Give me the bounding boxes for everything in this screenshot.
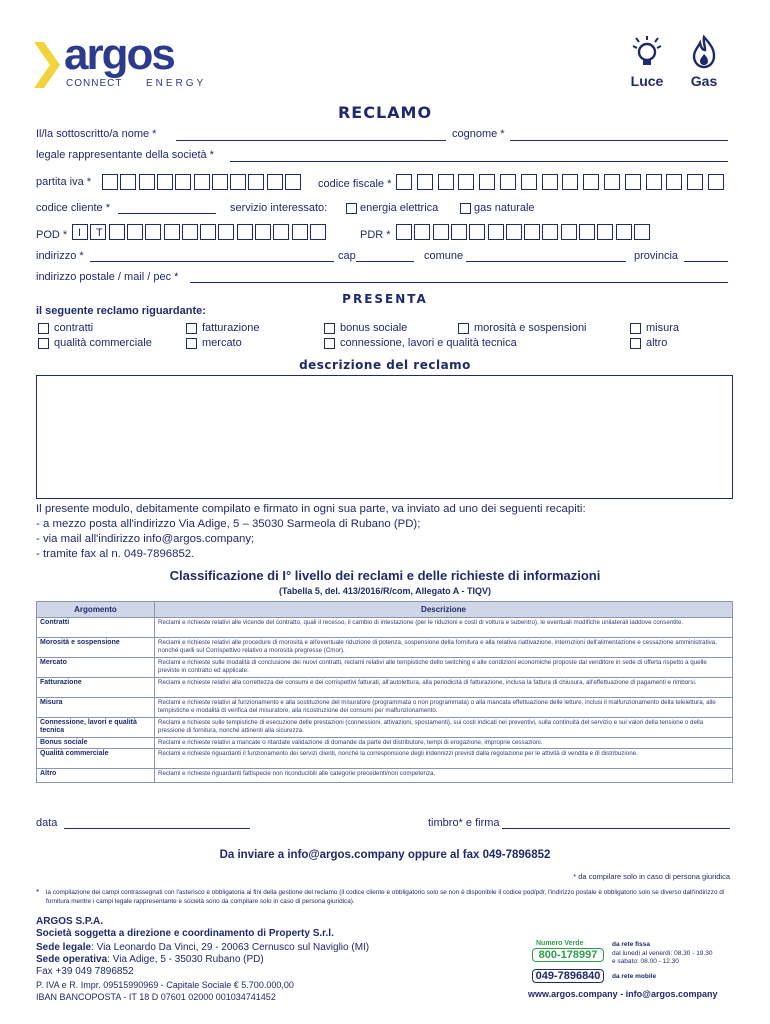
pod-t: T [96,227,103,239]
numero-verde-badge[interactable] [532,948,604,962]
sede-legale [36,942,369,953]
invio-banner: Da inviare a info@argos.company oppure al fax 049-7896852 [219,849,551,861]
char-box[interactable] [182,224,198,240]
morosita-label: morosità e sospensioni [474,322,587,334]
char-box[interactable] [310,224,326,240]
char-box[interactable] [237,224,253,240]
char-box[interactable] [212,174,228,190]
table-row [37,738,733,749]
energia-checkbox[interactable] [346,203,357,214]
char-box[interactable] [175,174,191,190]
char-box[interactable] [102,174,118,190]
sede-legale-value: : Via Leonardo Da Vinci, 29 - 20063 Cernusco sul Naviglio (MI) [91,942,370,953]
brand-logo [34,30,224,92]
contratti-label: contratti [54,322,94,334]
energia-label: energia elettrica [360,202,439,214]
char-box[interactable] [417,174,433,190]
char-box[interactable] [542,224,558,240]
sede-operativa-key: Sede operativa [36,954,108,965]
char-box[interactable] [562,174,578,190]
table-row [37,678,733,698]
mobile-badge[interactable] [532,969,604,983]
data-label: data [36,817,58,829]
table-row [37,698,733,718]
presenta-title: PRESENTA [342,292,428,306]
nome-label: Il/la sottoscritto/a nome * [36,128,157,140]
company-fax: Fax +39 049 7896852 [36,966,134,977]
rete-fissa-label: da rete fissa [612,941,650,948]
char-box[interactable] [218,224,234,240]
sede-operativa [36,954,264,965]
table-row [37,718,733,738]
row-argomento: Bonus sociale [37,738,155,749]
row-descrizione: Reclami e richieste relativi a mancate o ritardate validazione di domande da parte del distributore, tempi di erogazione, improprie cessazioni. [155,738,733,749]
table-row [37,658,733,678]
provincia-field[interactable] [684,261,728,262]
row-argomento: Altro [37,769,155,783]
misura-label: misura [646,322,680,334]
invio-posta: - a mezzo posta all'indirizzo Via Adige, 5 – 35030 Sarmeola di Rubano (PD); [36,518,421,530]
codice-fiscale-label: codice fiscale * [318,178,392,190]
campi-note: la compilazione dei campi contrassegnati con l'asterisco è obbligatoria ai fini della gestione del reclamo (il codice cliente è obbligatorio solo se non è disponibile il codice pod/pdr, l'indirizzo postale è obbligatorio solo se diverso dall'indirizzo di fornitura mentre i campi legale rappresentante e società sono da compilare solo in caso di persona giuridica). [46,889,725,905]
char-box[interactable] [285,174,301,190]
legale-rappresentante-field[interactable] [230,161,728,162]
codice-cliente-label: codice cliente * [36,202,110,214]
row-argomento: Fatturazione [37,678,155,698]
sede-operativa-value: : Via Adige, 5 - 35030 Rubano (PD) [107,954,264,965]
comune-label: comune [424,250,464,262]
char-box[interactable] [194,174,210,190]
char-box[interactable] [521,174,537,190]
char-box[interactable] [708,174,724,190]
mercato-checkbox[interactable] [186,338,197,349]
brand-name: argos [64,30,174,79]
misura-checkbox[interactable] [630,323,641,334]
char-box[interactable] [506,224,522,240]
campi-note-star: * [36,888,40,897]
provincia-label: provincia [634,250,679,262]
table-row [37,769,733,783]
char-box[interactable] [248,174,264,190]
char-box[interactable] [292,224,308,240]
indirizzo-label: indirizzo * [36,250,84,262]
partita-iva-label: partita iva * [36,176,92,188]
data-field[interactable] [64,828,250,829]
char-box[interactable] [597,224,613,240]
char-box[interactable] [273,224,289,240]
char-box[interactable] [616,224,632,240]
char-box[interactable] [451,224,467,240]
gas-badge [682,34,726,90]
char-box[interactable] [145,224,161,240]
char-box[interactable] [524,224,540,240]
char-box[interactable] [500,174,516,190]
table-row [37,749,733,769]
company-piva: P. IVA e R. Impr. 09515990969 - Capitale Sociale € 5.700.000,00 [36,980,294,990]
gas-label: Gas [690,73,718,89]
row-descrizione: Reclami e richieste relativi alle vicende del contratto, quali il recesso, il cambio di intestazione (per le riduzioni e costi di voltura e subentro), le eventuali modifiche unilaterali laddove consentite. [155,618,733,638]
char-box[interactable] [666,174,682,190]
header-descrizione: Descrizione [155,602,733,618]
orari-1: dal lunedì al venerdì: 08.30 - 19.30 [612,950,713,957]
char-box[interactable] [458,174,474,190]
connessione-label: connessione, lavori e qualità tecnica [340,337,517,349]
cognome-label: cognome * [452,128,505,140]
mercato-label: mercato [202,337,242,349]
invio-intro: Il presente modulo, debitamente compilato e firmato in ogni sua parte, va inviato ad uno dei seguenti recapiti: [36,503,586,515]
riguardante-label: il seguente reclamo riguardante: [36,305,206,317]
timbro-field[interactable] [502,828,730,829]
char-box[interactable] [109,224,125,240]
char-box[interactable] [687,174,703,190]
legale-rappresentante-label: legale rappresentante della società * [36,149,214,161]
row-argomento: Misura [37,698,155,718]
luce-label: Luce [630,73,664,89]
altro-label: altro [646,337,668,349]
nome-field[interactable] [176,140,446,141]
brand-connect: CONNECT [66,78,123,89]
pdr-label: PDR * [360,229,391,241]
chevron-logo-icon [34,42,60,88]
row-descrizione: Reclami e richieste sulle modalità di conclusione dei nuovi contratti, reclami relativi alle tempistiche dello switching e alle condizioni economiche proposte dal venditore in sede di offerta rispetto a quelle previste in contratto ed applicate. [155,658,733,678]
table-row [37,618,733,638]
lightbulb-icon [629,34,665,70]
row-argomento: Contratti [37,618,155,638]
cap-field[interactable] [356,261,414,262]
char-box[interactable] [127,224,143,240]
char-box[interactable] [583,174,599,190]
row-argomento: Mercato [37,658,155,678]
header-argomento: Argomento [37,602,155,618]
classificazione-table [36,601,733,783]
char-box[interactable] [139,174,155,190]
qualita-commerciale-label: qualità commerciale [54,337,152,349]
char-box[interactable] [433,224,449,240]
char-box[interactable] [200,224,216,240]
classificazione-title: Classificazione di I° livello dei reclami e delle richieste di informazioni [169,568,601,583]
company-direzione: Società soggetta a direzione e coordinamento di Property S.r.l. [36,928,334,939]
row-argomento: Connessione, lavori e qualità tecnica [37,718,155,738]
pod-label: POD * [36,229,68,241]
char-box[interactable] [267,174,283,190]
char-box[interactable] [469,224,485,240]
char-box[interactable] [157,174,173,190]
flame-icon [686,34,722,70]
char-box[interactable] [120,174,136,190]
char-box[interactable] [634,224,650,240]
char-box[interactable] [438,174,454,190]
char-box[interactable] [479,174,495,190]
char-box[interactable] [579,224,595,240]
char-box[interactable] [164,224,180,240]
numero-verde: 800-178997 [538,949,598,961]
rete-mobile-label: da rete mobile [612,973,657,980]
qualita-commerciale-checkbox[interactable] [38,338,49,349]
codice-cliente-field[interactable] [118,213,216,214]
bonus-sociale-label: bonus sociale [340,322,408,334]
char-box[interactable] [396,224,412,240]
row-argomento: Morosità e sospensione [37,638,155,658]
invio-mail: - via mail all'indirizzo info@argos.company; [36,533,255,545]
indirizzo-field[interactable] [90,261,334,262]
morosita-checkbox[interactable] [458,323,469,334]
web-contacts[interactable]: www.argos.company - info@argos.company [528,989,718,999]
char-box[interactable] [488,224,504,240]
form-title: RECLAMO [337,103,433,122]
row-argomento: Qualità commerciale [37,749,155,769]
table-row [37,638,733,658]
gas-label: gas naturale [474,202,535,214]
servizio-label: servizio interessato: [230,202,328,214]
char-box[interactable] [542,174,558,190]
classificazione-subtitle: (Tabella 5, del. 413/2016/R/com, Allegato A - TIQV) [279,586,491,596]
descrizione-textarea[interactable] [36,375,733,499]
fatturazione-checkbox[interactable] [186,323,197,334]
row-descrizione: Reclami e richieste riguardanti il funzionamento dei servizi clienti, nonché la corresponsione degli indennizzi previsti dalla regolazione per le attività di vendita e di distribuzione. [155,749,733,769]
persona-giuridica-note: * da compilare solo in caso di persona giuridica [573,872,730,881]
row-descrizione: Reclami e richieste riguardanti fattispecie non riconducibili alle categorie precedenti/non competenza. [155,769,733,783]
timbro-label: timbro* e firma [428,817,500,829]
indirizzo-postale-label: indirizzo postale / mail / pec * [36,271,179,283]
sede-legale-key: Sede legale [36,942,92,953]
table-header-row [37,602,733,618]
orari-2: e sabato: 08.00 - 12.30 [612,958,679,965]
invio-fax: - tramite fax al n. 049-7896852. [36,548,195,560]
comune-field[interactable] [466,261,626,262]
row-descrizione: Reclami e richieste relativi alla correttezza dei consumi e dei corrispettivi fatturati, all'autolettura, alla periodicità di fatturazione, inclusa la fattura di chiusura, all'effettuazione di pagamenti e rimborsi. [155,678,733,698]
char-box[interactable] [646,174,662,190]
numero-verde-label: Numero Verde [536,940,584,947]
bonus-sociale-checkbox[interactable] [324,323,335,334]
cognome-field[interactable] [510,140,728,141]
company-iban: IBAN BANCOPOSTA - IT 18 D 07601 02000 001034741452 [36,992,276,1002]
row-descrizione: Reclami e richieste sulle tempistiche di esecuzione delle prestazioni (connessioni, attivazioni, spostamenti), sui costi indicati nei preventivi, sulla continuità del servizio e sui valori della tensione o della pressione di fornitura, nonché attinenti alla sicurezza. [155,718,733,738]
brand-energy: ENERGY [146,78,207,89]
altro-checkbox[interactable] [630,338,641,349]
char-box[interactable] [396,174,412,190]
fatturazione-label: fatturazione [202,322,260,334]
luce-badge [624,34,670,90]
pod-i: I [78,227,82,239]
gas-checkbox[interactable] [460,203,471,214]
char-box[interactable] [625,174,641,190]
row-descrizione: Reclami e richieste relativi al funzionamento e alla sostituzione del misuratore (programmata o non programmata) o alla mancata effettuazione delle letture, inclusi il malfunzionamento della telelettura, alle tempistiche e modalità di verifica del misuratore, alla ricostruzione dei consumi per malfunzionamento. [155,698,733,718]
char-box[interactable] [230,174,246,190]
mobile-number: 049-7896840 [535,970,601,982]
contratti-checkbox[interactable] [38,323,49,334]
indirizzo-postale-field[interactable] [190,282,728,283]
cap-label: cap [338,250,356,262]
char-box[interactable] [604,174,620,190]
char-box[interactable] [414,224,430,240]
company-name: ARGOS S.P.A. [36,916,104,927]
row-descrizione: Reclami e richieste relativi alle procedure di morosità e all'eventuale riduzione di potenza, sospensione della fornitura e alla relativa riattivazione, interruzioni dell'alimentazione e cessazione amministrativa, nonché quelli sul Corrispettivo relativo a morosità pregresse (Cmor). [155,638,733,658]
descrizione-title: descrizione del reclamo [299,358,471,372]
connessione-checkbox[interactable] [324,338,335,349]
char-box[interactable] [561,224,577,240]
char-box[interactable] [255,224,271,240]
